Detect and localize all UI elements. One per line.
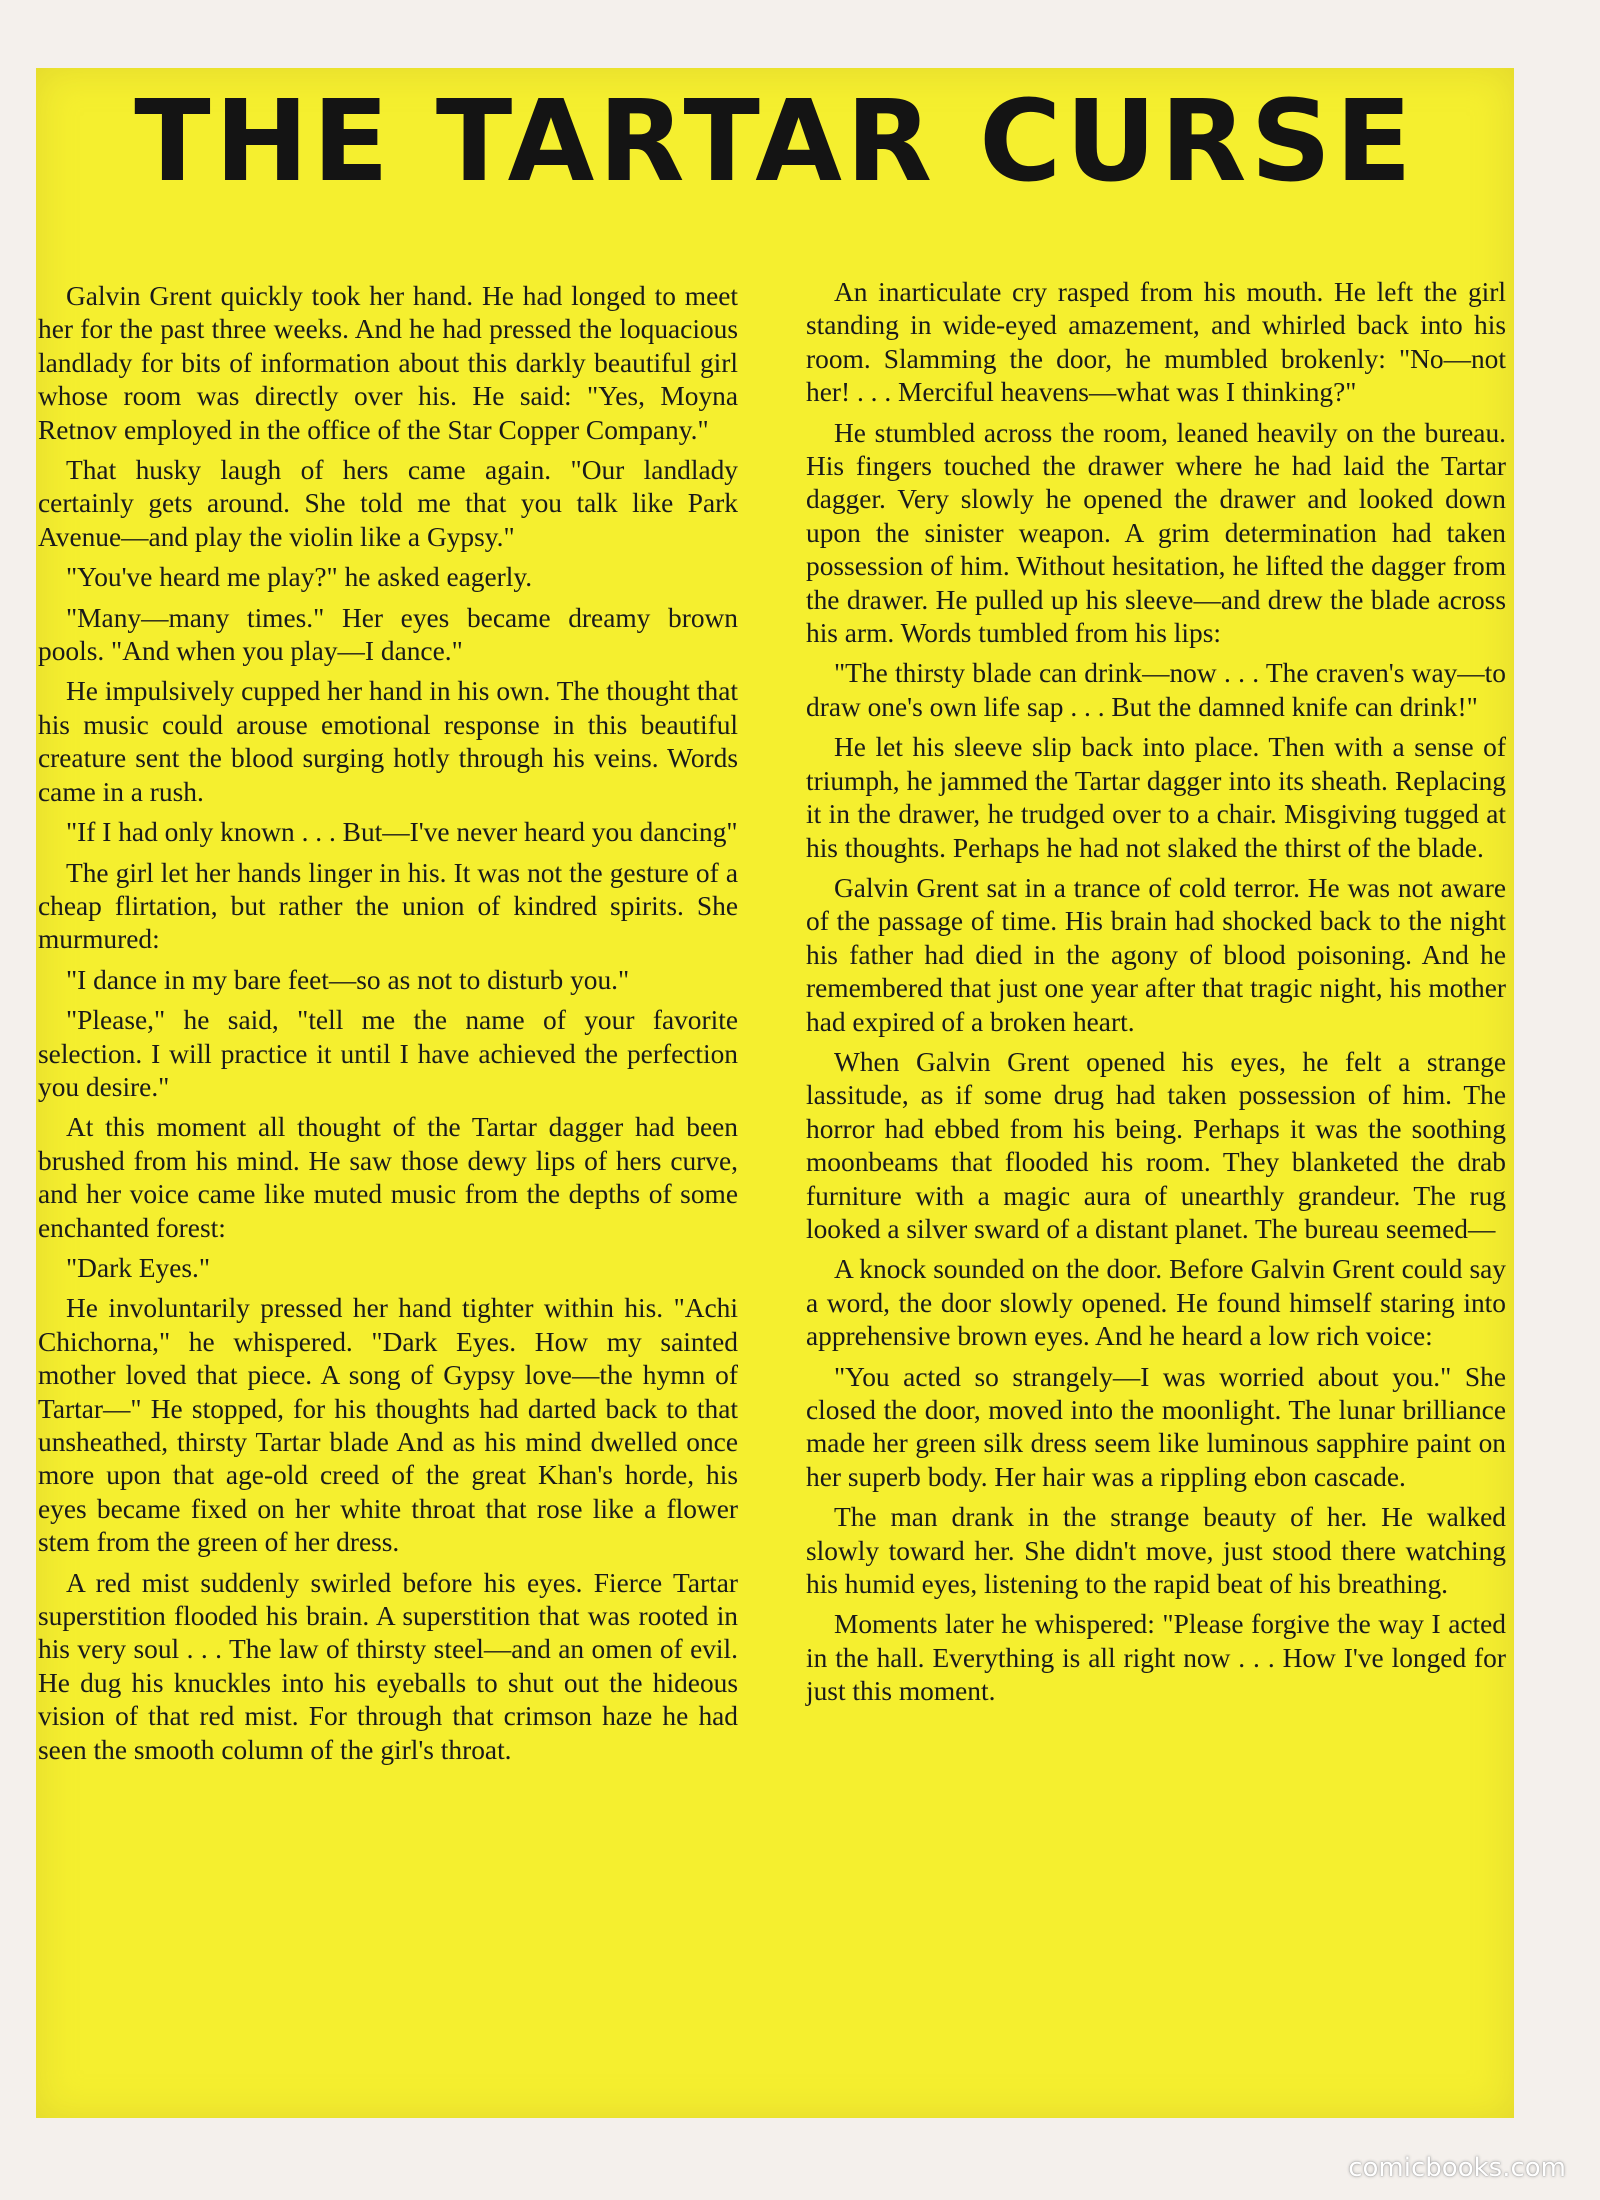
paragraph: "I dance in my bare feet—so as not to disturb you." [66,964,630,995]
paragraph: A knock sounded on the door. Before Galvin Grent could say a word, the door slowly opened. He found himself staring into apprehensive brown eyes. And he heard a low rich voice: [806,1254,1506,1352]
paragraph: Moments later he whispered: "Please forgive the way I acted in the hall. Everything is all right now . . . How I've longed for just this moment. [806,1609,1506,1707]
paragraph: "The thirsty blade can drink—now . . . The craven's way—to draw one's own life sap . . . But the damned knife can drink!" [806,658,1506,722]
paragraph: A red mist suddenly swirled before his eyes. Fierce Tartar superstition flooded his brain. A superstition that was rooted in his very soul . . . The law of thirsty steel—and an omen of evil. He dug his knuckles into his eyeballs to shut out the hideous vision of that red mist. For through that crimson haze he had seen the smooth column of the girl's throat. [38,1567,738,1765]
paragraph: When Galvin Grent opened his eyes, he felt a strange lassitude, as if some drug had taken possession of him. The horror had ebbed from his being. Perhaps it was the soothing moonbeams that flooded his room. They blanketed the drab furniture with a magic aura of unearthly grandeur. The rug looked a silver sward of a distant planet. The bureau seemed— [806,1046,1506,1244]
paragraph: The man drank in the strange beauty of her. He walked slowly toward her. She didn't move, just stood there watching his humid eyes, listening to the rapid beat of his breathing. [806,1502,1506,1600]
paragraph: He stumbled across the room, leaned heavily on the bureau. His fingers touched the drawer where he had laid the Tartar dagger. Very slowly he opened the drawer and looked down upon the sinister weapon. A grim determination had taken possession of him. Without hesitation, he lifted the dagger from the drawer. He pulled up his sleeve—and drew the blade across his arm. Words tumbled from his lips: [806,417,1506,649]
right-column [806,276,1506,1716]
paragraph: "You acted so strangely—I was worried about you." She closed the door, moved into the moonlight. The lunar brilliance made her green silk dress seem like luminous sapphire paint on her superb body. Her hair was a rippling ebon cascade. [806,1361,1506,1492]
paragraph: "Many—many times." Her eyes became dreamy brown pools. "And when you play—I dance." [38,602,738,667]
paragraph: Galvin Grent quickly took her hand. He had longed to meet her for the past three weeks. And he had pressed the loquacious landlady for bits of information about this darkly beautiful girl whose room was directly over his. He said: "Yes, Moyna Retnov employed in the office of the Star Copper Company." [38,281,738,445]
site-watermark: comicbooks.com [1348,2153,1566,2183]
paragraph: He involuntarily pressed her hand tighter within his. "Achi Chichorna," he whispered. "Dark Eyes. How my sainted mother loved that piece. A song of Gypsy love—the hymn of Tartar—" He stopped, for his thoughts had darted back to that unsheathed, thirsty Tartar blade And as his mind dwelled once more upon that age-old creed of the great Khan's horde, his eyes became fixed on her white throat that rose like a flower stem from the green of her dress. [38,1293,738,1558]
paragraph: At this moment all thought of the Tartar dagger had been brushed from his mind. He saw those dewy lips of hers curve, and her voice came like muted music from the depths of some enchanted forest: [38,1112,738,1243]
paragraph: "If I had only known . . . But—I've never heard you dancing" [66,817,738,848]
paragraph: An inarticulate cry rasped from his mouth. He left the girl standing in wide-eyed amazement, and whirled back into his room. Slamming the door, he mumbled brokenly: "No—not her! . . . Merciful heavens—what was I thinking?" [806,277,1506,408]
paragraph: He let his sleeve slip back into place. Then with a sense of triumph, he jammed the Tartar dagger into its sheath. Replacing it in the drawer, he trudged over to a chair. Misgiving tugged at his thoughts. Perhaps he had not slaked the thirst of the blade. [806,732,1506,863]
left-column [38,280,738,1774]
paragraph: "Please," he said, "tell me the name of your favorite selection. I will practice it until I have achieved the perfection you desire." [38,1005,738,1102]
paragraph: Galvin Grent sat in a trance of cold terror. He was not aware of the passage of time. His brain had shocked back to the night his father had died in the agony of blood poisoning. And he remembered that just one year after that tragic night, his mother had expired of a broken heart. [806,872,1506,1037]
paragraph: The girl let her hands linger in his. It was not the gesture of a cheap flirtation, but rather the union of kindred spirits. She murmured: [38,857,738,955]
paragraph: "You've heard me play?" he asked eagerly. [66,562,533,593]
story-title: THE TARTAR CURSE [134,77,1416,207]
paragraph: He impulsively cupped her hand in his own. The thought that his music could arouse emotional response in this beautiful creature sent the blood surging hotly through his veins. Words came in a rush. [38,676,738,807]
paragraph: "Dark Eyes." [66,1252,211,1283]
story-page [36,68,1514,2118]
paragraph: That husky laugh of hers came again. "Our landlady certainly gets around. She told me that you talk like Park Avenue—and play the violin like a Gypsy." [38,455,738,552]
